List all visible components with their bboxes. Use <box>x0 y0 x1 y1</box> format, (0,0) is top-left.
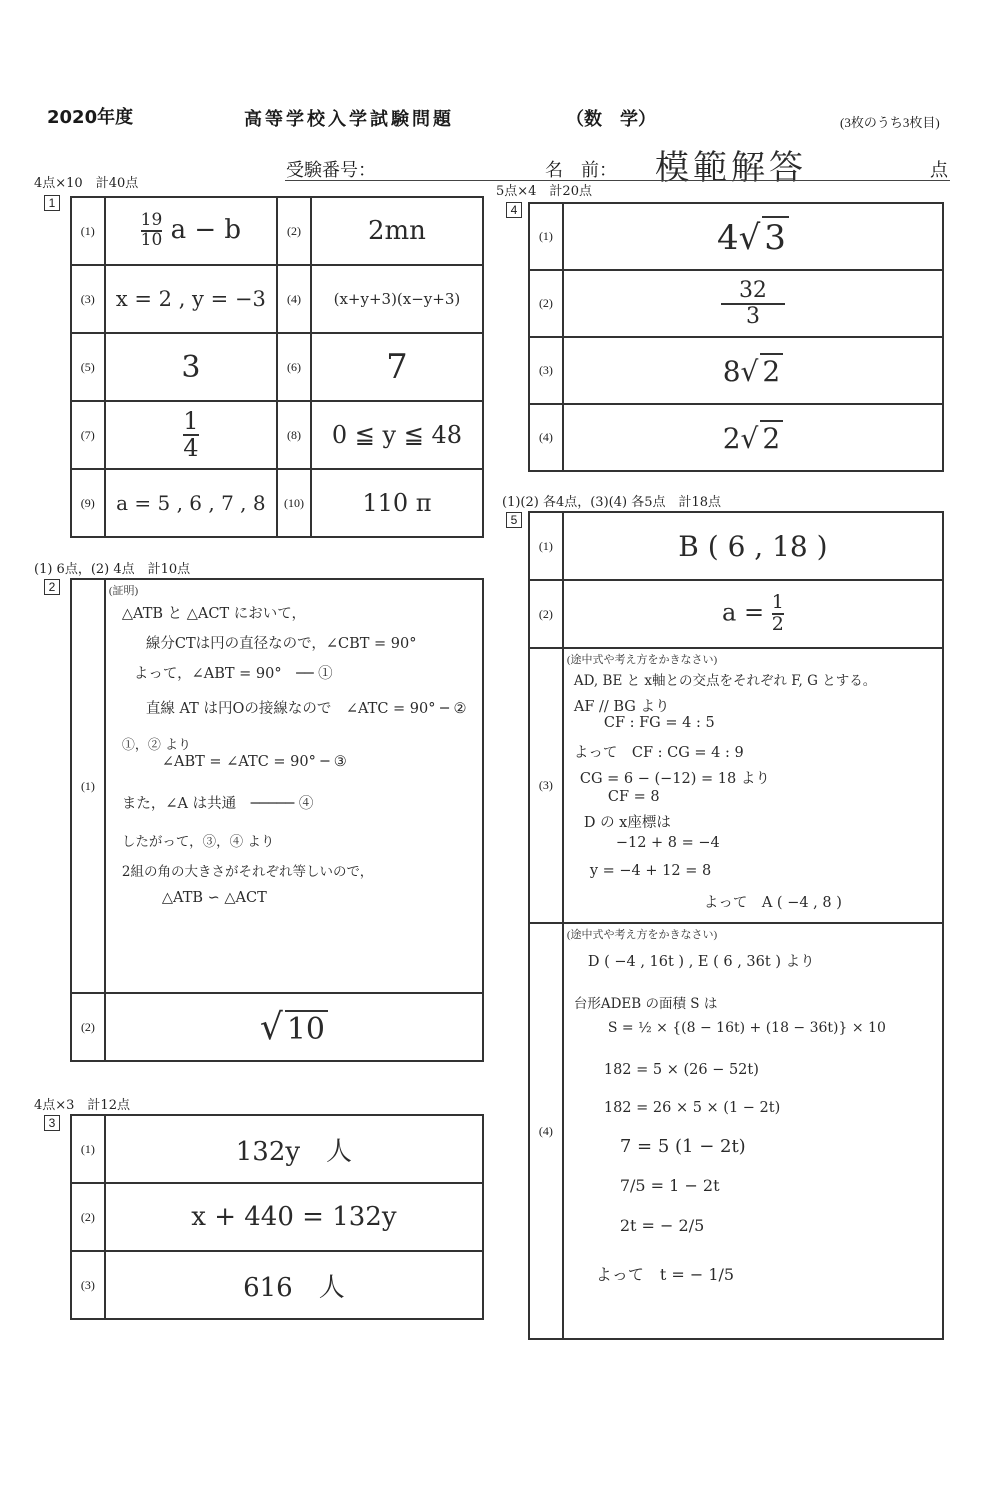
s5-work-cell-3 <box>563 648 943 923</box>
s3-score-note: 4点×3 計12点 <box>34 1098 130 1113</box>
s1-num-9: (9) <box>71 469 105 537</box>
s5-label: 5 <box>506 512 522 528</box>
proof-line: ①，② より <box>121 738 192 753</box>
s2-num-1: (1) <box>71 579 105 993</box>
s1-answer-table <box>70 196 484 538</box>
work-line: 182 = 26 × 5 × (1 − 2t) <box>603 1100 781 1116</box>
s4-answer-3: 8√ 2 <box>563 337 943 404</box>
s3-num-1: (1) <box>71 1115 105 1183</box>
proof-line: ∠ABT = ∠ATC = 90° ─ ③ <box>161 754 347 770</box>
s4-score-note: 5点×4 計20点 <box>496 184 592 199</box>
exam-year: 2020年度 <box>47 107 134 128</box>
work-line: AD, BE と x軸との交点をそれぞれ F, G とする。 <box>573 673 877 689</box>
s3-answer-3: 616 人 <box>105 1251 483 1319</box>
s1-num-5: (5) <box>71 333 105 401</box>
work-line: −12 + 8 = −4 <box>615 835 720 851</box>
s1-answer-8: 0 ≦ y ≦ 48 <box>311 401 483 469</box>
s1-num-10: (10) <box>277 469 311 537</box>
s2-answer-table <box>70 578 484 1062</box>
work-line: よって A ( −4 , 8 ) <box>703 895 842 911</box>
sheet-count: (3枚のうち3枚目) <box>840 115 940 130</box>
work-line: CG = 6 − (−12) = 18 より <box>579 771 770 787</box>
proof-line: よって，∠ABT = 90° ── ① <box>133 666 333 682</box>
s5-answer-table <box>528 511 944 1340</box>
s5-work-cell-4 <box>563 923 943 1339</box>
s2-answer-2: √ 10 <box>105 993 483 1061</box>
s1-answer-5: 3 <box>105 333 278 401</box>
s1-num-3: (3) <box>71 265 105 333</box>
exam-title: 高等学校入学試験問題 <box>244 109 454 130</box>
s1-score-note: 4点×10 計40点 <box>34 176 139 191</box>
s4-label: 4 <box>506 202 522 218</box>
s1-answer-3: x = 2 , y = −3 <box>105 265 278 333</box>
s4-num-4: (4) <box>529 404 563 471</box>
work-line: 7 = 5 (1 − 2t) <box>619 1136 746 1157</box>
work-line: 7/5 = 1 − 2t <box>619 1176 720 1195</box>
s1-label: 1 <box>44 195 60 211</box>
s1-num-2: (2) <box>277 197 311 265</box>
work-line: CF : FG = 4 : 5 <box>603 715 715 731</box>
s1-answer-2: 2mn <box>311 197 483 265</box>
s1-answer-7: $\frac{1}{4}$ <box>105 401 278 469</box>
s1-answer-1: $\frac{19}{10}$ a − b <box>105 197 278 265</box>
work-line: D の x座標は <box>583 815 671 831</box>
proof-line: したがって，③，④ より <box>121 834 275 850</box>
s3-num-3: (3) <box>71 1251 105 1319</box>
s2-label: 2 <box>44 579 60 595</box>
exam-number-label: 受験番号： <box>286 160 376 181</box>
work-line: 台形ADEB の面積 S は <box>573 996 718 1012</box>
s3-answer-1: 132y 人 <box>105 1115 483 1183</box>
s2-proof-label: (証明) <box>108 585 139 597</box>
s5-num-3: (3) <box>529 648 563 923</box>
s4-num-1: (1) <box>529 203 563 270</box>
s4-num-3: (3) <box>529 337 563 404</box>
score-label: 点 <box>930 160 948 181</box>
work-line: 182 = 5 × (26 − 52t) <box>603 1062 759 1078</box>
s3-answer-2: x + 440 = 132y <box>105 1183 483 1251</box>
s5-num-1: (1) <box>529 512 563 580</box>
s1-num-4: (4) <box>277 265 311 333</box>
work-line: y = −4 + 12 = 8 <box>589 863 712 879</box>
s3-answer-table <box>70 1114 484 1320</box>
s2-proof-cell <box>105 579 483 993</box>
name-value: 模範解答 <box>655 148 807 188</box>
s5-hint-4: (途中式や考え方をかきなさい) <box>566 929 718 941</box>
s4-num-2: (2) <box>529 270 563 337</box>
proof-line: △ATB と △ACT において， <box>121 606 306 622</box>
s1-answer-9: a = 5 , 6 , 7 , 8 <box>105 469 278 537</box>
s5-answer-1: B ( 6 , 18 ) <box>563 512 943 580</box>
s3-num-2: (2) <box>71 1183 105 1251</box>
s4-answer-4: 2√ 2 <box>563 404 943 471</box>
work-line: 2t = − 2/5 <box>619 1216 705 1235</box>
s1-answer-4: (x+y+3)(x−y+3) <box>311 265 483 333</box>
s1-answer-6: 7 <box>311 333 483 401</box>
work-line: CF = 8 <box>607 789 660 805</box>
subject: （数 学） <box>566 109 656 130</box>
s1-num-7: (7) <box>71 401 105 469</box>
s4-answer-2: $\frac{32}{3}$ <box>563 270 943 337</box>
work-line: AF // BG より <box>573 699 670 715</box>
s1-num-6: (6) <box>277 333 311 401</box>
work-line: D ( −4 , 16t ) , E ( 6 , 36t ) より <box>587 954 815 970</box>
name-label: 名 前： <box>545 160 617 181</box>
proof-line: また，∠A は共通 ───── ④ <box>121 796 314 812</box>
s5-num-4: (4) <box>529 923 563 1339</box>
s5-hint-3: (途中式や考え方をかきなさい) <box>566 654 718 666</box>
proof-line: 線分CTは円の直径なので，∠CBT = 90° <box>145 636 417 652</box>
header-underline <box>285 180 950 181</box>
proof-line: △ATB ∽ △ACT <box>161 890 267 906</box>
work-line: S = ½ × {(8 − 16t) + (18 − 36t)} × 10 <box>607 1020 886 1036</box>
s5-score-note: (1)(2) 各4点，(3)(4) 各5点 計18点 <box>502 495 722 510</box>
s3-label: 3 <box>44 1115 60 1131</box>
work-line: よって CF : CG = 4 : 9 <box>573 745 744 761</box>
proof-line: 直線 AT は円Oの接線なので ∠ATC = 90° ─ ② <box>145 701 467 717</box>
s1-num-8: (8) <box>277 401 311 469</box>
s1-answer-10: 110 π <box>311 469 483 537</box>
s5-num-2: (2) <box>529 580 563 648</box>
s1-num-1: (1) <box>71 197 105 265</box>
proof-line: 2組の角の大きさがそれぞれ等しいので， <box>121 864 374 880</box>
s4-answer-1: 4√ 3 <box>563 203 943 270</box>
s5-answer-2: a = $\frac{1}{2}$ <box>563 580 943 648</box>
s2-num-2: (2) <box>71 993 105 1061</box>
s2-score-note: (1) 6点，(2) 4点 計10点 <box>34 562 191 577</box>
s4-answer-table <box>528 202 944 472</box>
work-line: よって t = − 1/5 <box>595 1265 735 1284</box>
